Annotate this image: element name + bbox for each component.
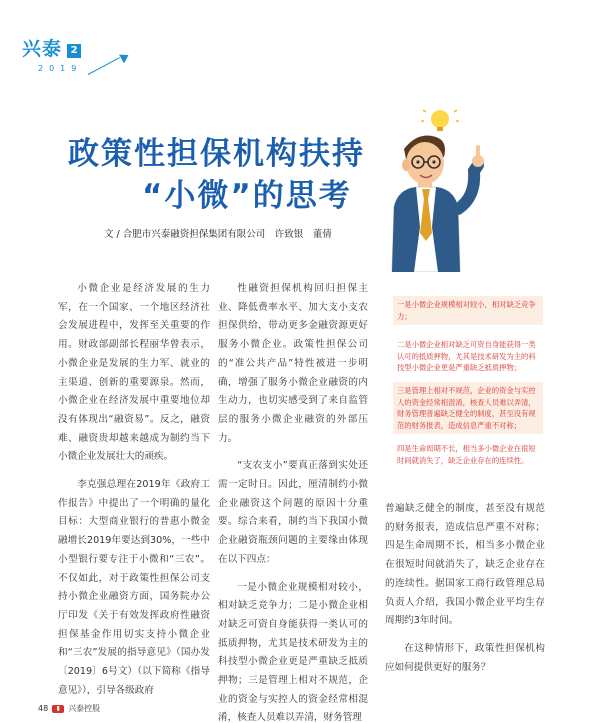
paragraph: 李克强总理在2019年《政府工作报告》中提出了一个明确的量化目标：大型商业银行的普惠小微金融增长2019年要达到30%，一些中小型银行要专注于小微和“三农”。不仅如此，对于政策性担保公司支持小微企业融资方面，国务院办公厅印发《关于有效发挥政府性融资担保基金作用切实支持小微企业和“三农”发展的指导意见》（国办发〔2019〕6号文）（以下简称《指导意见》），引导各级政府 xyxy=(58,479,210,696)
paragraph: “支农支小”要真正落到实处还需一定时日。因此，厘清制约小微企业融资这个问题的原因十分重要。综合来看，制约当下我国小微企业融资瓶颈问题的主要缘由体现在以下四点： xyxy=(218,460,368,565)
paragraph: 性融资担保机构回归担保主业、降低费率水平、加大支小支农担保供给，带动更多金融资源更好服务小微企业。政策性担保公司的“准公共产品”特性被进一步明确，增强了服务小微企业融资的内生动力，也切实感受到了来自监管层的服务小微企业融资的外部压力。 xyxy=(218,283,368,444)
sidebar-note-3: 三是管理上相对不规范，企业的资金与实控人的资金经常相混淆，核查人员难以弄清，财务管理普遍缺乏健全的制度，甚至没有规范的财务报表，造成信息严重不对称； xyxy=(393,382,543,434)
paragraph: 小微企业是经济发展的生力军，在一个国家、一个地区经济社会发展进程中，发挥至关重要的作用。财政部副部长程丽华曾表示，小微企业是发展的生力军、就业的主渠道、创新的重要源泉。然而，小微企业在经济发展中重要地位却没有体现出“融资易”。反之，融资难、融资贵却越来越成为制约当下小微企业发展壮大的顽疾。 xyxy=(58,283,210,463)
page-number: 48 xyxy=(38,704,49,713)
paragraph: 普遍缺乏健全的制度，甚至没有规范的财务报表，造成信息严重不对称；四是生命周期不长，相当多小微企业在很短时间就消失了，缺乏企业存在的连续性。据国家工商行政管理总局负责人介绍，我国小微企业平均生存周期约3年时间。 xyxy=(385,503,545,627)
body-column-3 xyxy=(385,500,545,677)
publication-name: 兴泰控股 xyxy=(68,704,101,713)
page-footer xyxy=(38,703,100,714)
brand-year: 2019 xyxy=(38,64,83,73)
sidebar-note-4: 四是生命周期不长，相当多小微企业在很短时间就消失了，缺乏企业存在的连续性。 xyxy=(397,444,536,465)
body-column-2 xyxy=(218,280,368,723)
publication-logo-icon: ▮ xyxy=(52,705,64,713)
paragraph: 一是小微企业规模相对较小，相对缺乏竞争力；二是小微企业相对缺乏可资自身能获得一类认可的抵质押物，尤其是技术研发为主的科技型小微企业更是严重缺乏抵质押物；三是管理上相对不规范，企业的资金与实控人的资金经常相混淆，核查人员难以弄清，财务管理 xyxy=(218,581,368,723)
trend-arrow-icon xyxy=(119,51,131,64)
article-byline: 文 / 合肥市兴泰融资担保集团有限公司 许致银 董倩 xyxy=(104,229,332,240)
article-title-line1: 政策性担保机构扶持 xyxy=(68,136,365,172)
brand-name: 兴泰 xyxy=(22,38,63,60)
body-column-1 xyxy=(58,280,210,700)
paragraph: 在这种情形下，政策性担保机构应如何提供更好的服务？ xyxy=(385,642,545,673)
brand-header xyxy=(22,34,83,73)
brand-mark: 2 xyxy=(67,44,81,58)
sidebar-note-2: 二是小微企业相对缺乏可资自身能获得一类认可的抵质押物，尤其是技术研发为主的科技型小微企业更是严重缺乏抵质押物； xyxy=(397,340,536,372)
lightbulb-icon xyxy=(421,107,459,131)
sidebar-note-1: 一是小微企业规模相对较小，相对缺乏竞争力； xyxy=(393,296,543,325)
thinking-businessman-illustration xyxy=(378,107,488,272)
article-title-line2: “小微”的思考 xyxy=(142,178,352,214)
brand-trend-line xyxy=(88,57,120,75)
